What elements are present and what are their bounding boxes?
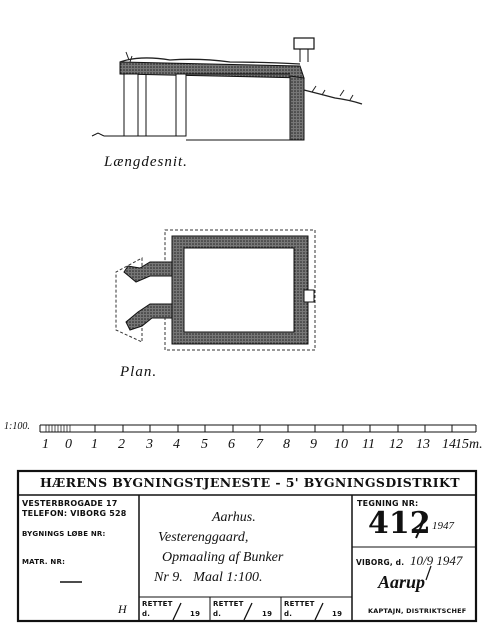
signature: Aarup	[378, 572, 426, 592]
signer-title: KAPTAJN, DISTRIKTSCHEF	[368, 607, 467, 615]
revision-label-2: RETTET	[213, 600, 244, 608]
drawing-description	[150, 508, 283, 588]
plan-view	[116, 230, 315, 350]
revision-year-1: 19	[190, 610, 201, 618]
description-line: Nr 9. Maal 1:100.	[154, 570, 263, 585]
scale-label: 9	[310, 437, 317, 452]
scale-label: 14	[442, 437, 456, 452]
date-value: 10/9 1947	[410, 553, 463, 568]
corner-mark: H	[118, 602, 127, 616]
scale-label: 8	[283, 437, 290, 452]
scale-label: 11	[362, 437, 375, 452]
building-number-label: BYGNINGS LØBE NR:	[22, 530, 106, 538]
revision-year-3: 19	[332, 610, 343, 618]
drawing-number-value: 412	[368, 506, 431, 541]
scale-label: 7	[256, 437, 263, 452]
cadastral-number-label: MATR. NR:	[22, 558, 66, 566]
revision-day-1: d.	[142, 610, 151, 618]
scale-label: 10	[334, 437, 348, 452]
scale-label: 1	[42, 437, 49, 452]
drawing-number-label: TEGNING NR:	[357, 499, 419, 508]
scale-label: 3	[146, 437, 153, 452]
scale-label: 0	[65, 437, 72, 452]
revision-year-2: 19	[262, 610, 273, 618]
scale-label: 5	[201, 437, 208, 452]
scale-label: 6	[228, 437, 235, 452]
scale-prefix: 1:100.	[4, 421, 30, 432]
plan-label: Plan.	[120, 364, 158, 380]
title-block-header: HÆRENS BYGNINGSTJENESTE - 5' BYGNINGSDISTRIKT	[40, 475, 460, 490]
scale-label: 13	[416, 437, 430, 452]
scale-label: 15m.	[455, 437, 483, 452]
revision-day-3: d.	[284, 610, 293, 618]
drawing-number-year: 1947	[432, 520, 454, 532]
scale-tick-labels	[0, 437, 490, 455]
scale-label: 2	[118, 437, 125, 452]
address-line-1: VESTERBROGADE 17	[22, 499, 118, 508]
longitudinal-section	[92, 38, 362, 140]
address-line-2: TELEFON: VIBORG 528	[22, 509, 127, 518]
scale-label: 12	[389, 437, 403, 452]
scale-label: 4	[173, 437, 180, 452]
description-line: Vesterenggaard,	[158, 530, 249, 545]
description-line: Opmaaling af Bunker	[162, 550, 284, 565]
scale-bar	[40, 425, 476, 432]
revision-label-1: RETTET	[142, 600, 173, 608]
scale-label: 1	[91, 437, 98, 452]
section-label: Længdesnit.	[104, 154, 188, 170]
description-line: Aarhus.	[212, 510, 256, 525]
date-prefix: VIBORG, d.	[356, 558, 405, 567]
revision-label-3: RETTET	[284, 600, 315, 608]
revision-day-2: d.	[213, 610, 222, 618]
